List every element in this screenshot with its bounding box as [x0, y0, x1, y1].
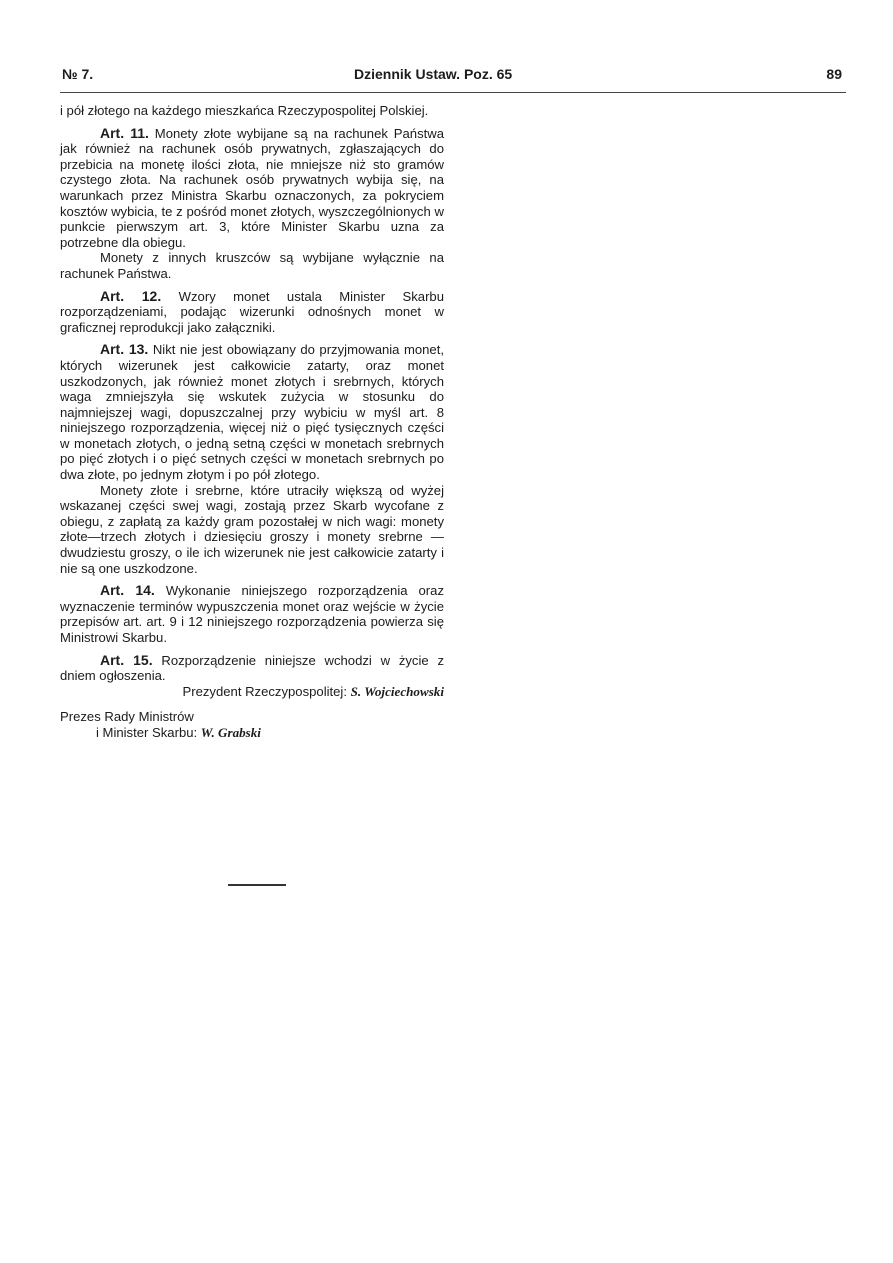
minister-signature-line [60, 725, 444, 741]
text-column [60, 103, 444, 741]
article-13-label: Art. 13. [100, 341, 149, 358]
president-name: S. Wojciechowski [350, 683, 444, 699]
article-14-paragraph [60, 583, 444, 645]
minister-title: i Minister Skarbu: [96, 724, 198, 740]
article-11-text: Monety złote wybijane są na rachunek Państwa jak również na rachunek osób prywatnych, zgłaszających do przebicia na monetę ilości złota, nie mniejsze niż sto gramów czystego złota. Na rachunek osób prywatnych wybija się, na warunkach przez Ministra Skarbu oznaczonych, za pokryciem kosztów wybicia, te z pośród monet złotych, wyszczególnionych w punkcie pierwszym art. 3, które Minister Skarbu uzna za potrzebne dla obiegu. [60, 125, 444, 250]
intro-paragraph: i pół złotego na każdego mieszkańca Rzeczypospolitej Polskiej. [60, 103, 429, 118]
article-13-text: Nikt nie jest obowiązany do przyjmowania monet, których wizerunek jest całkowicie zatarty, oraz monet uszkodzonych, jak również monet złotych i srebrnych, których waga zmniejszyła się wskutek zużycia w stosunku do najmniejszej wagi, dopuszczalnej przy wybiciu w myśl art. 8 niniejszego rozporządzenia, więcej niż o pięć tysięcznych części w monetach złotych, o jedną setną części w monetach srebrnych po pięć złotych i o pięć setnych części w monetach srebrnych po dwa złote, po jednym złotym i po pół złotego. [60, 342, 444, 483]
journal-title: Dziennik Ustaw. Poz. 65 [354, 66, 513, 82]
article-11-label: Art. 11. [100, 124, 149, 141]
premier-title: Prezes Rady Ministrów [60, 709, 194, 725]
president-signature [60, 684, 444, 700]
header-divider [60, 92, 846, 93]
article-14-label: Art. 14. [100, 582, 155, 599]
article-15-label: Art. 15. [100, 651, 153, 668]
minister-signature-block [60, 709, 444, 740]
article-12-text: Wzory monet ustala Minister Skarbu rozporządzeniami, podając wizerunki odnośnych monet w graficznej reprodukcji jako załączniki. [60, 288, 444, 335]
article-15-text: Rozporządzenie niniejsze wchodzi w życie z dniem ogłoszenia. [60, 652, 444, 684]
page-number: 89 [826, 66, 842, 82]
page-header [62, 66, 842, 88]
article-14-text: Wykonanie niniejszego rozporządzenia oraz wyznaczenie terminów wypuszczenia monet oraz wejście w życie przepisów art. art. 9 i 12 niniejszego rozporządzenia powierza się Ministrowi Skarbu. [60, 583, 444, 645]
article-15-paragraph [60, 653, 444, 684]
article-11-paragraph [60, 126, 444, 251]
article-11-paragraph-2: Monety z innych kruszców są wybijane wyłącznie na rachunek Państwa. [60, 250, 444, 281]
article-13-paragraph [60, 342, 444, 482]
article-12-paragraph [60, 289, 444, 336]
article-13-paragraph-2: Monety złote i srebrne, które utraciły większą od wyżej wskazanej części swej wagi, zostają przez Skarb wycofane z obiegu, z zapłatą za każdy gram pozostałej w nich wagi: monety złote—trzech złotych i dziesięciu groszy i monety srebrne — dwudziestu groszy, o ile ich wizerunek nie jest całkowicie zatarty i nie są one uszkodzone. [60, 482, 444, 576]
issue-number: № 7. [62, 66, 94, 82]
end-divider [228, 884, 286, 886]
article-12-label: Art. 12. [100, 287, 162, 304]
minister-name: W. Grabski [200, 724, 261, 740]
president-title: Prezydent Rzeczypospolitej: [182, 683, 347, 699]
